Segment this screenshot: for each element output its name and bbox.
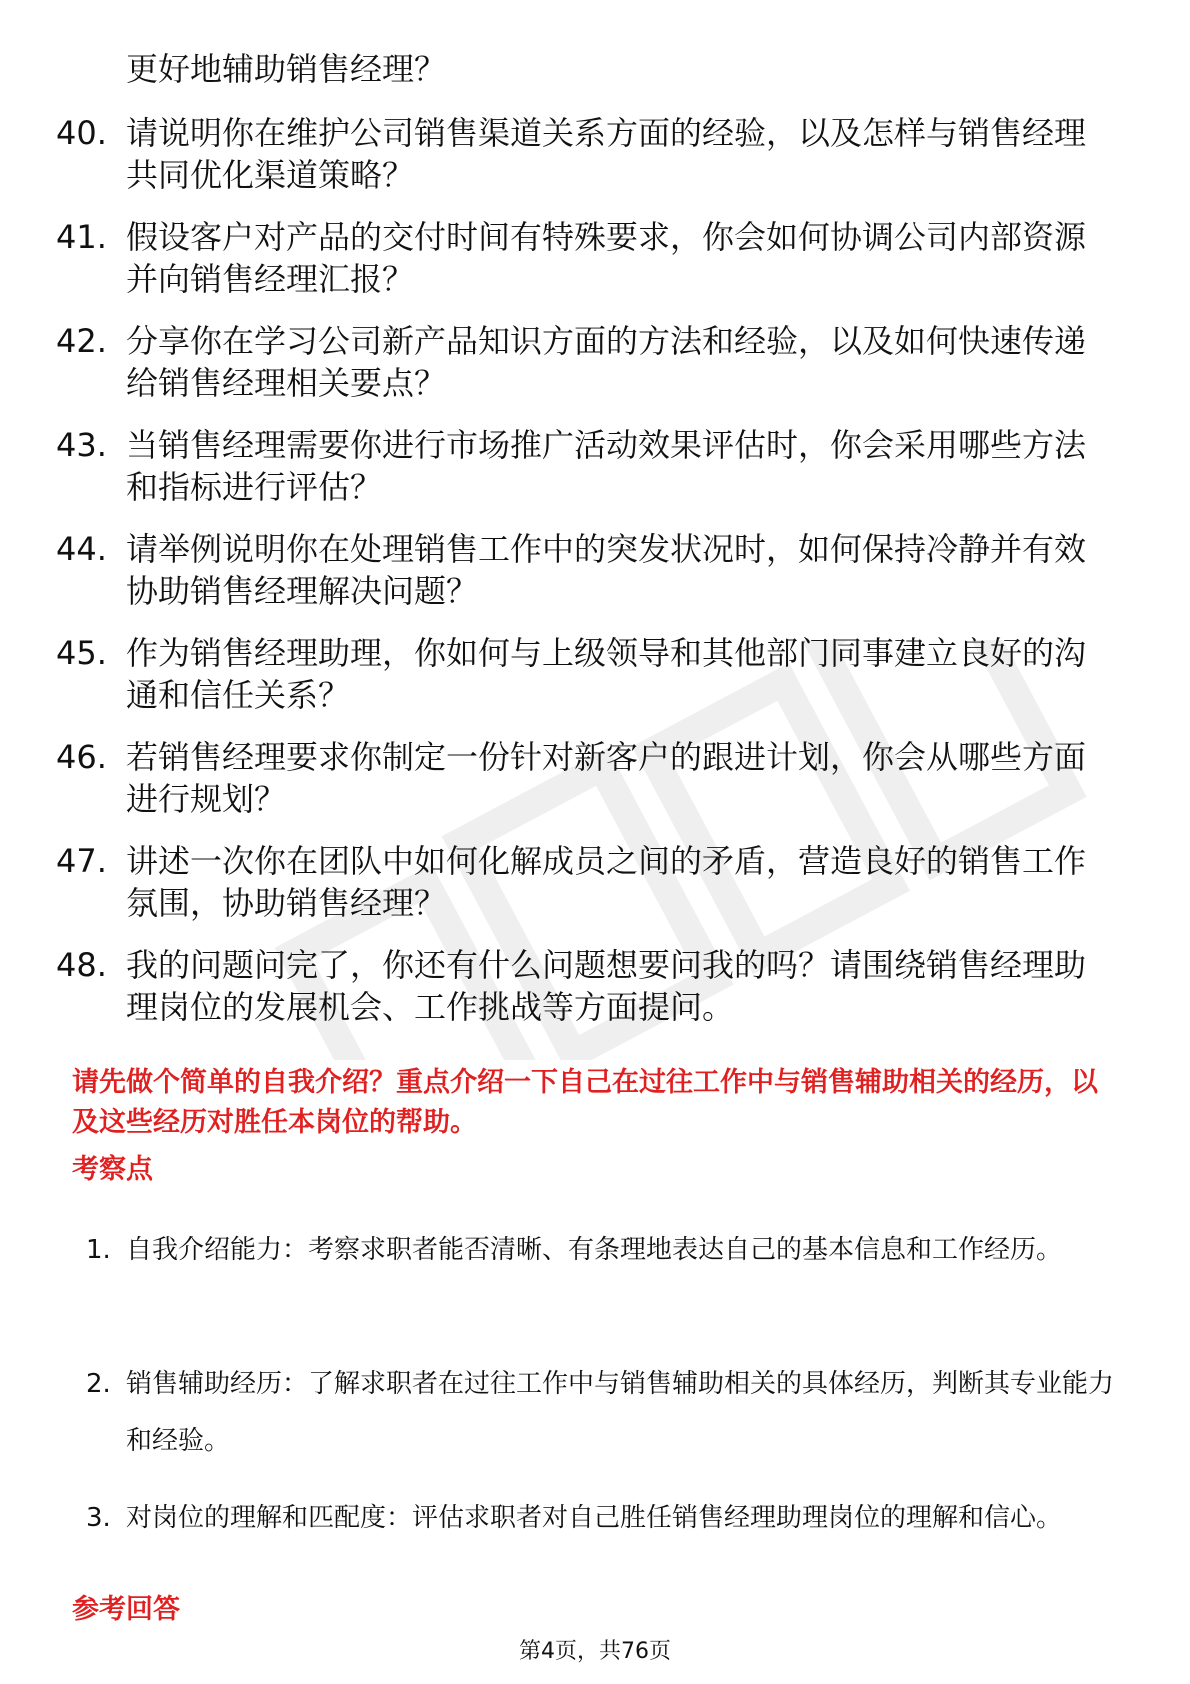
question-number: 42. — [56, 322, 107, 360]
question-text: 作为销售经理助理，你如何与上级领导和其他部门同事建立良好的沟通和信任关系？ — [126, 634, 1087, 714]
question-number: 41. — [56, 218, 107, 256]
section-title-answer: 参考回答 — [72, 1594, 180, 1625]
question-text: 假设客户对产品的交付时间有特殊要求，你会如何协调公司内部资源并向销售经理汇报？ — [126, 218, 1087, 298]
question-item — [0, 216, 1190, 320]
question-number: 43. — [56, 426, 107, 464]
question-number: 46. — [56, 738, 107, 776]
question-item — [0, 320, 1190, 424]
question-number: 47. — [56, 842, 107, 880]
question-text: 请说明你在维护公司销售渠道关系方面的经验，以及怎样与销售经理共同优化渠道策略？ — [126, 114, 1087, 194]
question-item — [0, 736, 1190, 840]
section-title-points: 考察点 — [72, 1154, 153, 1185]
question-item — [0, 528, 1190, 632]
question-item — [0, 112, 1190, 216]
question-number: 40. — [56, 114, 107, 152]
question-text: 我的问题问完了，你还有什么问题想要问我的吗？请围绕销售经理助理岗位的发展机会、工作挑战等方面提问。 — [126, 946, 1087, 1026]
question-text: 讲述一次你在团队中如何化解成员之间的矛盾，营造良好的销售工作氛围，协助销售经理？ — [126, 842, 1087, 922]
question-item — [0, 424, 1190, 528]
question-text: 分享你在学习公司新产品知识方面的方法和经验，以及如何快速传递给销售经理相关要点？ — [126, 322, 1087, 402]
question-item — [0, 840, 1190, 944]
point-number: 3. — [86, 1503, 111, 1533]
page-footer: 第4页，共76页 — [519, 1639, 671, 1664]
point-text: 对岗位的理解和匹配度：评估求职者对自己胜任销售经理助理岗位的理解和信心。 — [126, 1503, 1063, 1533]
question-text: 当销售经理需要你进行市场推广活动效果评估时，你会采用哪些方法和指标进行评估？ — [126, 426, 1087, 506]
question-number: 48. — [56, 946, 107, 984]
highlighted-question: 请先做个简单的自我介绍？重点介绍一下自己在过往工作中与销售辅助相关的经历，以及这些经历对胜任本岗位的帮助。 — [72, 1067, 1098, 1138]
points-list — [0, 1222, 1190, 1624]
point-text: 自我介绍能力：考察求职者能否清晰、有条理地表达自己的基本信息和工作经历。 — [126, 1235, 1063, 1265]
question-item — [0, 944, 1190, 1048]
point-item — [0, 1356, 1190, 1490]
point-number: 2. — [86, 1369, 111, 1399]
question-list — [0, 112, 1190, 1048]
point-item — [0, 1222, 1190, 1356]
question-text: 请举例说明你在处理销售工作中的突发状况时，如何保持冷静并有效协助销售经理解决问题？ — [126, 530, 1087, 610]
question-number: 44. — [56, 530, 107, 568]
question-text: 若销售经理要求你制定一份针对新客户的跟进计划，你会从哪些方面进行规划？ — [126, 738, 1087, 818]
question-continuation: 更好地辅助销售经理？ — [126, 50, 447, 88]
point-text: 销售辅助经历：了解求职者在过往工作中与销售辅助相关的具体经历，判断其专业能力和经验。 — [126, 1369, 1115, 1456]
point-number: 1. — [86, 1235, 111, 1265]
question-item — [0, 632, 1190, 736]
question-number: 45. — [56, 634, 107, 672]
